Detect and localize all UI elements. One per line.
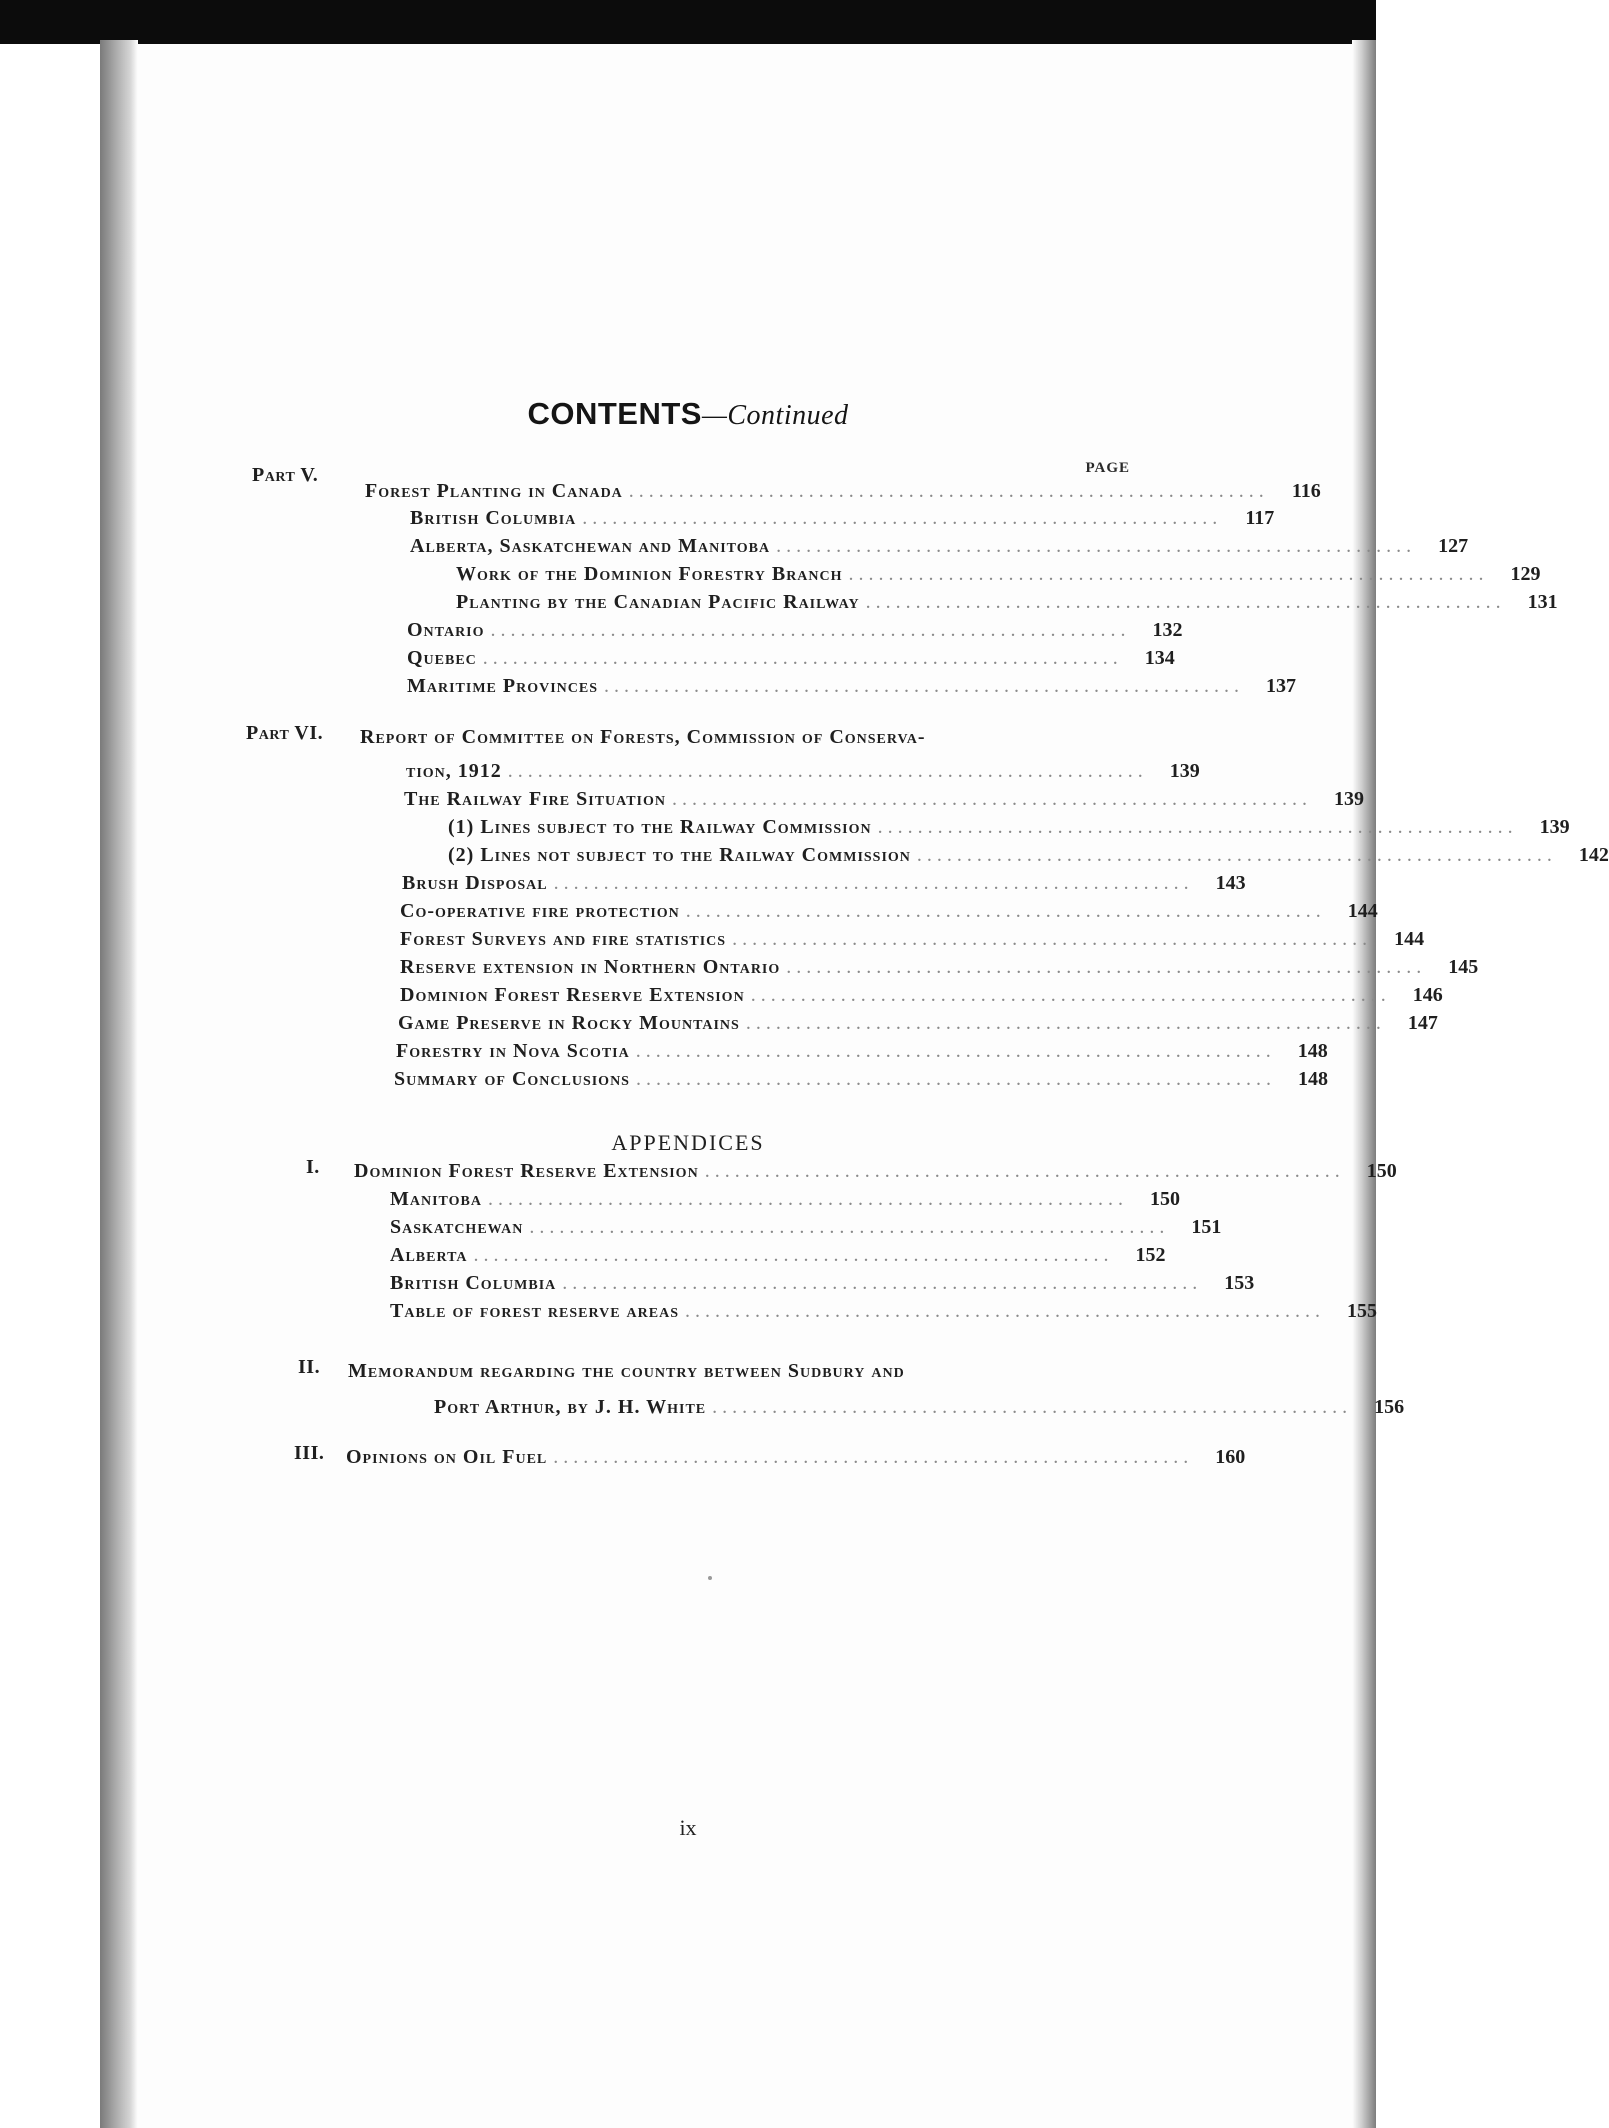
toc-entry: Co-operative fire protection ................................................................ 144 [400,900,1378,922]
appendix-i-number: I. [306,1156,320,1178]
part-vi-number: Part VI. [246,722,324,744]
page-folio: ix [679,1815,697,1840]
appendix-ii-number: II. [298,1356,321,1378]
toc-entry: Forest Surveys and fire statistics ................................................................ 144 [400,928,1425,950]
scan-speck [708,1576,712,1580]
toc-entry: Manitoba ................................................................ 150 [390,1188,1180,1210]
toc-entry: British Columbia ................................................................ 153 [390,1272,1255,1294]
toc-entry: Work of the Dominion Forestry Branch ................................................................ 129 [456,563,1541,585]
toc-entry: Forestry in Nova Scotia ................................................................ 148 [396,1040,1328,1062]
appendices-heading: APPENDICES [611,1130,765,1155]
toc-entry: Planting by the Canadian Pacific Railway ................................................................ 131 [456,591,1558,613]
toc-entry: (1) Lines subject to the Railway Commission ................................................................ 139 [448,816,1570,838]
part-v-number: Part V. [252,464,319,486]
toc-entry: Maritime Provinces ................................................................ 137 [407,675,1297,697]
toc-entry: Table of forest reserve areas ................................................................ 155 [390,1300,1378,1322]
part-vi-heading-line1: Report of Committee on Forests, Commission of Conserva- [360,726,926,748]
toc-entry: Alberta ................................................................ 152 [390,1244,1166,1266]
toc-entry: Port Arthur, by J. H. White ................................................................ 156 [434,1396,1405,1418]
toc-entry: Brush Disposal ................................................................ 143 [402,872,1246,894]
appendix-ii-line1: Memorandum regarding the country between Sudbury and [348,1360,905,1382]
toc-entry: Ontario ................................................................ 132 [407,619,1183,641]
toc-entry: Reserve extension in Northern Ontario ................................................................ 145 [400,956,1479,978]
appendix-iii-number: III. [294,1442,325,1464]
toc-entry: Alberta, Saskatchewan and Manitoba ................................................................ 127 [410,535,1469,557]
toc-entry: The Railway Fire Situation ................................................................ 139 [404,788,1364,810]
toc-entry: Forest Planting in Canada ................................................................ 116 [365,480,1321,502]
toc-entry: British Columbia ................................................................ 117 [410,507,1275,529]
toc-entry: Quebec ................................................................ 134 [407,647,1175,669]
toc-entry: (2) Lines not subject to the Railway Commission ................................................................ 142 [448,844,1609,866]
toc-entry: Dominion Forest Reserve Extension ................................................................ 146 [400,984,1443,1006]
toc-entry: Saskatchewan ................................................................ 151 [390,1216,1222,1238]
title-continued: —Continued [701,400,849,431]
contents-title [0,396,1376,432]
toc-entry: Summary of Conclusions ................................................................ 148 [394,1068,1328,1090]
toc-entry: Opinions on Oil Fuel ................................................................ 160 [346,1446,1246,1468]
toc-entry: Dominion Forest Reserve Extension ................................................................ 150 [354,1160,1397,1182]
toc-entry: Game Preserve in Rocky Mountains ................................................................ 147 [398,1012,1438,1034]
title-main: CONTENTS [527,396,702,431]
scan-top-border [0,0,1376,44]
page-column-heading: PAGE [1085,460,1130,476]
toc-entry: tion, 1912 ................................................................ 139 [406,760,1200,782]
